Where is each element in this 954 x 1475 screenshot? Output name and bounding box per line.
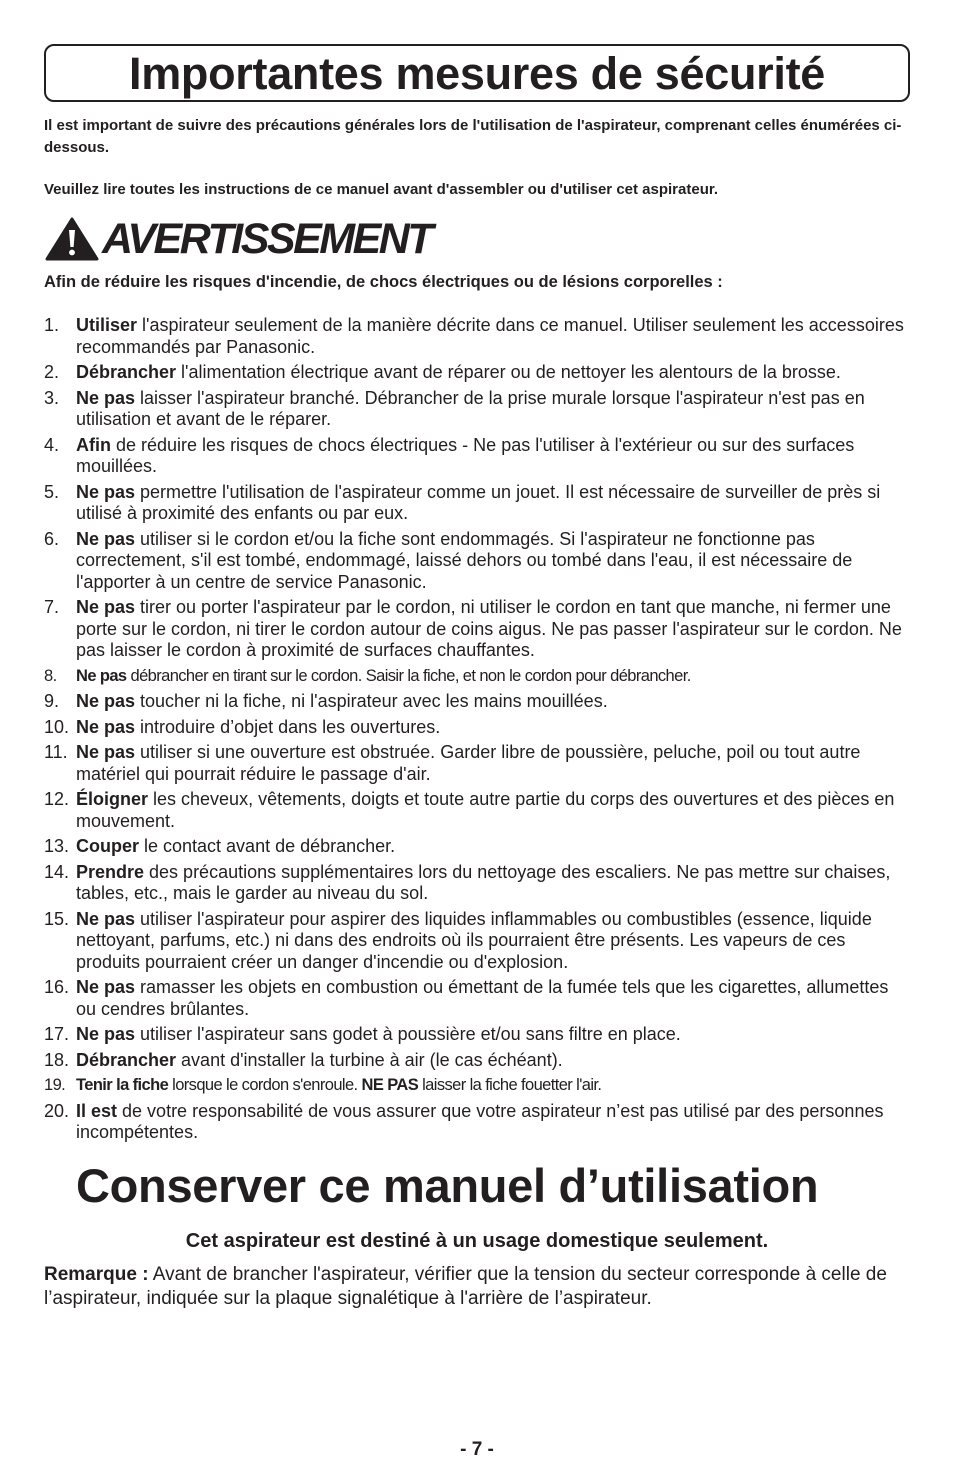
item-number: 17. [44, 1024, 70, 1044]
item-text: l'alimentation électrique avant de réparer ou de nettoyer les alentours de la brosse. [176, 362, 841, 382]
list-item [44, 597, 910, 662]
item-text: avant d'installer la turbine à air (le cas échéant). [176, 1049, 563, 1070]
list-item [44, 977, 910, 1020]
item-lead: Tenir la fiche [76, 1076, 169, 1094]
item-text: débrancher en tirant sur le cordon. Saisir la fiche, et non le cordon pour débrancher. [126, 666, 691, 685]
item-number: 16. [44, 977, 70, 997]
item-text: utiliser l'aspirateur pour aspirer des liquides inflammables ou combustibles (essence, liquide nettoyant, parfums, etc.) ni dans des endroits où ils pourraient être présents. Les vapeurs de ces produits pourraient créer un danger d'incendie ou d'explosion. [76, 908, 872, 972]
item-lead: Ne pas [76, 666, 127, 685]
item-lead: Éloigner [76, 789, 149, 809]
list-item [44, 909, 910, 974]
item-lead: Ne pas [76, 716, 136, 737]
item-number: 14. [44, 861, 70, 882]
item-number: 5. [44, 481, 60, 502]
item-text: le contact avant de débrancher. [139, 836, 396, 856]
item-lead-2: NE PAS [361, 1076, 419, 1094]
list-item [44, 717, 910, 739]
item-number: 6. [44, 528, 60, 549]
list-item [44, 1075, 910, 1097]
list-item [44, 315, 910, 358]
item-number: 7. [44, 597, 60, 617]
item-text: ramasser les objets en combustion ou émettant de la fumée tels que les cigarettes, allumettes ou cendres brûlantes. [76, 977, 889, 1019]
intro-paragraph: Il est important de suivre des précautions générales lors de l'utilisation de l'aspirateur, comprenant celles énumérées ci-dessous. [44, 117, 902, 156]
item-number: 8. [44, 666, 57, 685]
note-text: Avant de brancher l'aspirateur, vérifier que la tension du secteur corresponde à celle de l’aspirateur, indiquée sur la plaque signalétique à l'arrière de l’aspirateur. [44, 1263, 887, 1309]
item-text: permettre l'utilisation de l'aspirateur comme un jouet. Il est nécessaire de surveiller de près si utilisé à proximité des enfants ou par eux. [76, 481, 881, 523]
warning-heading [44, 213, 910, 265]
item-text: introduire d’objet dans les ouvertures. [135, 716, 441, 737]
item-lead: Prendre [76, 861, 145, 882]
item-number: 10. [44, 716, 70, 737]
list-item [44, 529, 910, 594]
item-lead: Ne pas [76, 691, 136, 711]
list-item [44, 691, 910, 713]
item-text: de réduire les risques de chocs électriques - Ne pas l'utiliser à l'extérieur ou sur des surfaces mouillées. [76, 434, 855, 476]
item-number: 2. [44, 362, 60, 382]
list-item [44, 1024, 910, 1046]
voltage-note [44, 1263, 910, 1311]
item-lead: Ne pas [76, 528, 136, 549]
note-label: Remarque : [44, 1263, 149, 1285]
item-text: l'aspirateur seulement de la manière décrite dans ce manuel. Utiliser seulement les accessoires recommandés par Panasonic. [76, 315, 904, 357]
item-number: 12. [44, 789, 70, 809]
item-text: des précautions supplémentaires lors du nettoyage des escaliers. Ne pas mettre sur chaises, tables, etc., mais le garder au niveau du sol. [76, 861, 891, 903]
list-item [44, 1101, 910, 1144]
list-item [44, 435, 910, 478]
page-title: Importantes mesures de sécurité [44, 44, 910, 102]
item-lead: Ne pas [76, 597, 136, 617]
list-item [44, 666, 910, 688]
list-item [44, 1050, 910, 1072]
item-number: 15. [44, 908, 70, 929]
page-number: - 7 - [460, 1439, 494, 1460]
item-lead: Afin [76, 434, 111, 455]
item-lead: Débrancher [76, 362, 177, 382]
list-item [44, 742, 910, 785]
warning-word: AVERTISSEMENT [102, 215, 432, 263]
item-text: utiliser si une ouverture est obstruée. Garder libre de poussière, peluche, poil ou tout autre matériel qui pourrait réduire le passage d'air. [76, 742, 861, 784]
item-text: toucher ni la fiche, ni l'aspirateur avec les mains mouillées. [135, 691, 608, 711]
item-lead: Ne pas [76, 481, 136, 502]
warning-subtitle: Afin de réduire les risques d'incendie, de chocs électriques ou de lésions corporelles : [44, 273, 723, 291]
keep-manual-heading: Conserver ce manuel d’utilisation [76, 1158, 819, 1212]
item-number: 1. [44, 315, 60, 335]
list-item [44, 789, 910, 832]
list-item [44, 482, 910, 525]
item-text: laisser l'aspirateur branché. Débrancher de la prise murale lorsque l'aspirateur n'est pas en utilisation et avant de le réparer. [76, 387, 865, 429]
item-lead: Il est [76, 1100, 118, 1121]
list-item [44, 362, 910, 384]
item-lead: Ne pas [76, 977, 136, 997]
item-text: les cheveux, vêtements, doigts et toute autre partie du corps des ouvertures et des pièces en mouvement. [76, 789, 895, 831]
item-text: utiliser si le cordon et/ou la fiche sont endommagés. Si l'aspirateur ne fonctionne pas correctement, s'il est tombé, endommagé, laissé dehors ou tombé dans l'eau, il est nécessaire de l'apporter à un centre de service Panasonic. [76, 528, 853, 592]
item-lead: Ne pas [76, 1024, 136, 1044]
item-number: 11. [44, 742, 68, 762]
item-number: 20. [44, 1100, 70, 1121]
item-lead: Ne pas [76, 742, 136, 762]
item-number: 19. [44, 1076, 66, 1094]
manual-page [44, 44, 910, 1311]
safety-rules-list [44, 315, 910, 1144]
list-item [44, 862, 910, 905]
item-lead: Débrancher [76, 1049, 177, 1070]
item-text-2: laisser la fiche fouetter l'air. [418, 1076, 602, 1094]
warning-triangle-icon [44, 216, 100, 262]
item-number: 3. [44, 387, 60, 408]
item-lead: Utiliser [76, 315, 138, 335]
list-item [44, 388, 910, 431]
list-item [44, 836, 910, 858]
item-text: utiliser l'aspirateur sans godet à poussière et/ou sans filtre en place. [135, 1024, 681, 1044]
intro-instruction: Veuillez lire toutes les instructions de ce manuel avant d'assembler ou d'utiliser cet aspirateur. [44, 181, 719, 198]
item-lead: Couper [76, 836, 139, 856]
item-number: 13. [44, 836, 70, 856]
item-text: tirer ou porter l'aspirateur par le cordon, ni utiliser le cordon en tant que manche, ni fermer une porte sur le cordon, ni tirer le cordon autour de coins aigus. Ne pas passer l'aspirateur sur le cordon. Ne pas laisser le cordon à proximité de surfaces chauffantes. [76, 597, 902, 660]
item-text: de votre responsabilité de vous assurer que votre aspirateur n’est pas utilisé par des personnes incompétentes. [76, 1100, 884, 1142]
item-lead: Ne pas [76, 908, 136, 929]
intro-block [44, 115, 910, 201]
item-number: 18. [44, 1049, 70, 1070]
item-number: 9. [44, 691, 60, 711]
domestic-use-statement: Cet aspirateur est destiné à un usage domestique seulement. [185, 1229, 769, 1252]
item-text: lorsque le cordon s'enroule. [168, 1076, 362, 1094]
item-lead: Ne pas [76, 387, 136, 408]
item-number: 4. [44, 434, 60, 455]
